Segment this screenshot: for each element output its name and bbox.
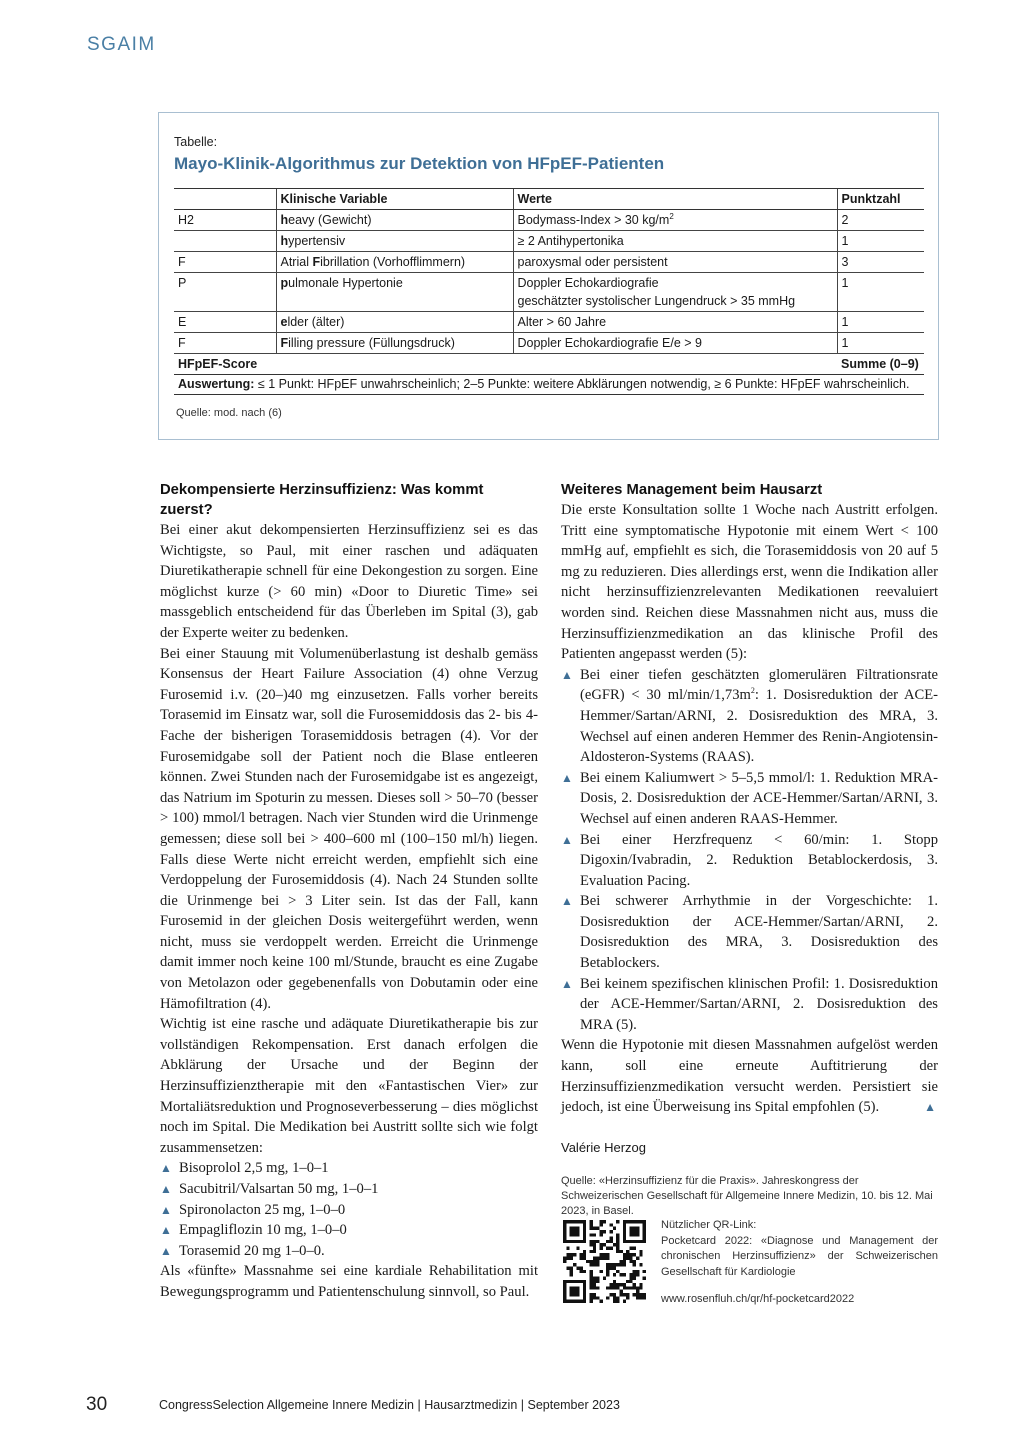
table-header-variable: Klinische Variable (276, 189, 513, 210)
table-row (174, 210, 924, 231)
row-variable: hypertensiv (276, 231, 513, 252)
list-item: ▲ Bei einem Kaliumwert > 5–5,5 mmol/l: 1. Reduktion MRA-Dosis, 2. Dosisreduktion der ACE-Hemmer/Sartan/ARNI, 3. Wechsel auf einen anderen RAAS-Hemmer. (561, 769, 938, 827)
footer-journal: CongressSelection Allgemeine Innere Medizin | Hausarztmedizin | September 2023 (159, 1398, 620, 1412)
row-code: E (174, 312, 276, 333)
qr-url-link[interactable]: www.rosenfluh.ch/qr/hf-pocketcard2022 (661, 1293, 855, 1305)
row-points: 1 (837, 312, 924, 333)
row-variable: Filling pressure (Füllungsdruck) (276, 333, 513, 354)
row-variable: heavy (Gewicht) (276, 210, 513, 231)
table-row (174, 231, 924, 252)
right-column (561, 480, 938, 1219)
table-row (174, 252, 924, 273)
paragraph: Als «fünfte» Massnahme sei eine kardiale Rehabilitation mit Bewegungsprogramm und Patientenschulung sinnvoll, so Paul. (160, 1263, 538, 1300)
triangle-up-icon: ▲ (561, 894, 573, 909)
row-points: 1 (837, 273, 924, 312)
section-heading-management: Weiteres Management beim Hausarzt (561, 482, 823, 498)
row-points: 1 (837, 231, 924, 252)
row-variable: pulmonale Hypertonie (276, 273, 513, 312)
page-number: 30 (86, 1394, 108, 1415)
row-points: 3 (837, 252, 924, 273)
row-value: ≥ 2 Antihypertonika (513, 231, 837, 252)
list-item: ▲ Bei einer tiefen geschätzten glomerulären Filtrationsrate (eGFR) < 30 $ml/\min/1,73m^2$: 1. Dosisreduktion der ACE-Hemmer/Sartan/ARNI, 2. Dosisreduktion des MRA, 3. Wechsel auf einen anderen Hemmer des Renin-Angiotensin-Aldosteron-Systems (RAAS). (561, 666, 938, 766)
list-item: ▲ Empagliflozin 10 mg, 1–0–0 (160, 1220, 538, 1241)
score-value: Summe (0–9) (837, 354, 924, 375)
table-evaluation: Auswertung: ≤ 1 Punkt: HFpEF unwahrscheinlich; 2–5 Punkte: weitere Abklärungen notwendig, ≥ 6 Punkte: HFpEF wahrscheinlich. (174, 375, 924, 395)
qr-code-icon[interactable] (563, 1220, 646, 1303)
paragraph: Bei einer Stauung mit Volumenüberlastung ist deshalb gemäss Konsensus der Heart Failure Association (4) ohne Verzug Furosemid i.v. (20–)40 mg einzusetzen. Falls vorher bereits Torasemid im Einsatz war, soll die Furosemiddosis das 2- bis 4-Fache der bisherigen Torasemiddosis betragen (4). Vor der Furosemidgabe soll der Patient noch die Blase entleeren können. Zwei Stunden nach der Furosemidgabe ist es angezeigt, das Natrium im Spoturin zu messen. Dieses soll > 50–70 (besser > 100) mmol/l betragen. Nach vier Stunden wird die Urinmenge gemessen; diese soll bei > 400–600 ml (100–150 ml/h) liegen. Falls diese Werte nicht erreicht werden, empfiehlt sich eine Verdoppelung der Furosemiddosis (4). Nach 24 Stunden sollte die Urinmenge bei > 3 Liter sein. Ist das der Fall, kann Furosemid in der gleichen Dosis weitergeführt werden, wenn nicht, muss sie verdoppelt werden. Erreicht die Urinmenge damit immer noch keine 100 ml/Stunde, braucht es eine Zugabe von Metolazon oder gegebenenfalls von Dobutamin oder eine Hämofiltration (4). (160, 645, 538, 1012)
list-item: ▲ Bei einer Herzfrequenz < 60/min: 1. Stopp Digoxin/Ivabradin, 2. Reduktion Betablockerdosis, 3. Evaluation Pacing. (561, 831, 938, 889)
triangle-up-icon: ▲ (561, 976, 573, 991)
score-label: HFpEF-Score (174, 354, 837, 375)
table-header-values: Werte (513, 189, 837, 210)
table-header-points: Punktzahl (837, 189, 924, 210)
triangle-up-icon: ▲ (561, 667, 573, 682)
table-label: Tabelle: (174, 135, 218, 149)
table-box (158, 112, 939, 440)
table-header-row (174, 189, 924, 210)
paragraph: Wichtig ist eine rasche und adäquate Diuretikatherapie bis zur vollständigen Rekompensation. Erst danach erfolgen die Abklärung der Ursache und der Beginn der Herzinsuffizienztherapie mit den «Fantastischen Vier» zur Mortaliätsreduktion und Prognoseverbesserung – dies möglichst noch im Spital. Die Medikation bei Austritt sollte sich wie folgt zusammensetzen: (160, 1016, 538, 1156)
row-value: Doppler Echokardiografie E/e > 9 (513, 333, 837, 354)
list-item: ▲ Torasemid 20 mg 1–0–0. (160, 1241, 538, 1262)
table-row (174, 273, 924, 312)
left-column (160, 480, 538, 1303)
end-mark-triangle-icon: ▲ (924, 1100, 936, 1115)
triangle-up-icon: ▲ (160, 1182, 172, 1196)
row-points: 1 (837, 333, 924, 354)
row-code: P (174, 273, 276, 312)
list-item: ▲ Sacubitril/Valsartan 50 mg, 1–0–1 (160, 1179, 538, 1200)
row-code: H2 (174, 210, 276, 231)
list-item: ▲ Bei schwerer Arrhythmie in der Vorgeschichte: 1. Dosisreduktion der ACE-Hemmer/Sartan/ARNI, 2. Dosisreduktion des MRA, 3. Dosisreduktion des Betablockers. (561, 893, 938, 972)
paragraph: Die erste Konsultation sollte 1 Woche nach Austritt erfolgen. Tritt eine symptomatische Hypotonie mit einem Wert < 100 mmHg auf, empfiehlt es sich, die Torasemiddosis von 20 auf 5 mg zu reduzieren. Dies allerdings erst, wenn die Indikation aller nicht herzinsuffizienzrelevanten Medikationen reevaluiert worden sind. Reichen diese Massnahmen nicht aus, muss die Herzinsuffizienzmedikation an das klinische Profil des Patienten angepasst werden (5): (561, 502, 938, 663)
row-code: F (174, 333, 276, 354)
table-score-row (174, 354, 924, 375)
row-value: paroxysmal oder persistent (513, 252, 837, 273)
triangle-up-icon: ▲ (160, 1223, 172, 1238)
paragraph: Wenn die Hypotonie mit diesen Massnahmen aufgelöst werden kann, soll eine erneute Auftitrierung der Herzinsuffizienzmedikation versucht werden. Persistiert sie jedoch, ist eine Überweisung ins Spital empfohlen (5). ▲ (561, 1035, 938, 1117)
qr-description: Pocketcard 2022: «Diagnose und Management der chronischen Herzinsuffizienz» der Schweizerischen Gesellschaft für Kardiologie (661, 1234, 938, 1278)
paragraph: Bei einer akut dekompensierten Herzinsuffizienz sei es das Wichtigste, so Paul, mit einer raschen und adäquaten Diuretikatherapie schnell für eine Dekongestion zu sorgen. Eine möglichst kurze (> 60 min) «Door to Diuretic Time» sei massgeblich entscheidend für das Überleben im Spital (3), gab der Experte weiter zu bedenken. (160, 522, 538, 641)
triangle-up-icon: ▲ (160, 1243, 172, 1258)
triangle-up-icon: ▲ (561, 770, 573, 785)
triangle-up-icon: ▲ (160, 1202, 172, 1217)
table-title: Mayo-Klinik-Algorithmus zur Detektion von HFpEF-Patienten (174, 154, 665, 173)
row-code (174, 231, 276, 252)
section-heading-decompensated: Dekompensierte Herzinsuffizienz: Was kommt zuerst? (160, 482, 484, 518)
table-row (174, 333, 924, 354)
mayo-table (174, 188, 924, 375)
row-value: Alter > 60 Jahre (513, 312, 837, 333)
row-variable: elder (älter) (276, 312, 513, 333)
row-value: Doppler Echokardiografie geschätzter systolischer Lungendruck > 35 mmHg (513, 273, 837, 312)
row-points: 2 (837, 210, 924, 231)
list-item: ▲ Spironolacton 25 mg, 1–0–0 (160, 1200, 538, 1221)
brand-logo: SGAIM (87, 34, 156, 55)
list-item: ▲ Bei keinem spezifischen klinischen Profil: 1. Dosisreduktion der ACE-Hemmer/Sartan/ARNI, 2. Dosisreduktion des MRA (5). (561, 975, 938, 1033)
qr-info (661, 1218, 938, 1308)
triangle-up-icon: ▲ (160, 1161, 172, 1176)
row-value: Bodymass-Index > 30 $kg/m^2$ (513, 210, 837, 231)
table-header-code (174, 189, 276, 210)
row-variable: Atrial Fibrillation (Vorhofflimmern) (276, 252, 513, 273)
qr-label: Nützlicher QR-Link: (661, 1219, 757, 1231)
article-source: Quelle: «Herzinsuffizienz für die Praxis». Jahreskongress der Schweizerischen Gesellschaft für Allgemeine Innere Medizin, 10. bis 12. Mai 2023, in Basel. (561, 1175, 933, 1218)
author: Valérie Herzog (561, 1139, 647, 1155)
row-code: F (174, 252, 276, 273)
list-item: ▲ Bisoprolol 2,5 mg, 1–0–1 (160, 1158, 538, 1179)
triangle-up-icon: ▲ (561, 832, 573, 847)
table-row (174, 312, 924, 333)
table-source: Quelle: mod. nach (6) (176, 407, 282, 419)
